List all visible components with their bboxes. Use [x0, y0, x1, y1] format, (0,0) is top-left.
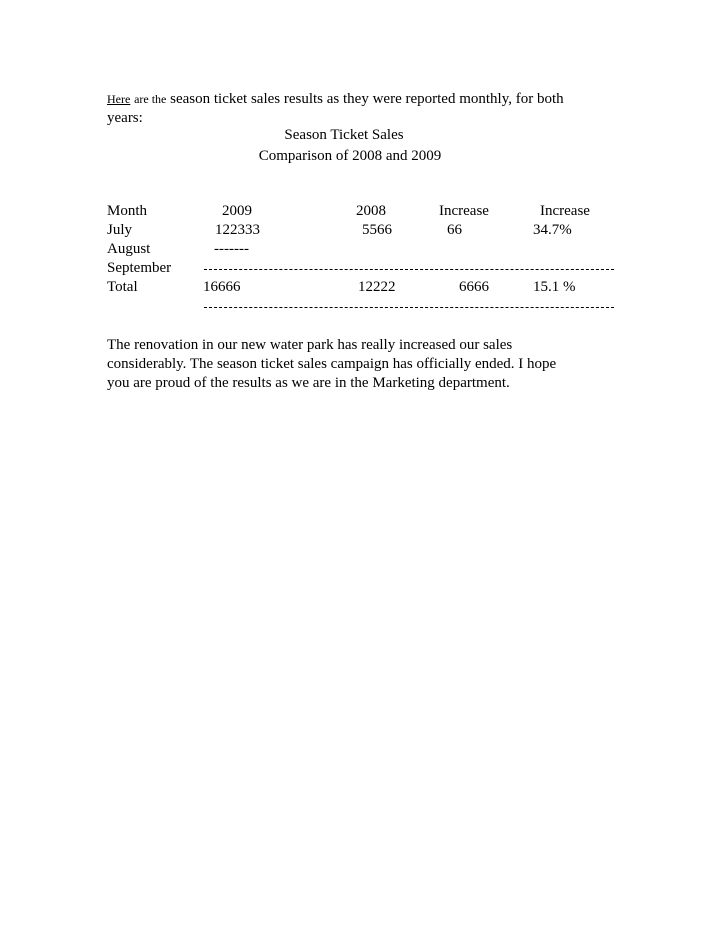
dashed-rule: [204, 269, 614, 270]
row-2008-value: 5566: [362, 222, 392, 238]
row-month: August: [107, 241, 151, 257]
closing-line: considerably. The season ticket sales campaign has officially ended. I hope: [107, 356, 557, 372]
total-increase-percent: 15.1 %: [533, 279, 576, 295]
row-month: July: [107, 222, 133, 238]
total-2009-value: 16666: [203, 279, 241, 295]
header-2009: 2009: [222, 203, 252, 219]
dashed-rule: [204, 307, 614, 308]
row-increase-value: 66: [447, 222, 462, 238]
intro-rest: season ticket sales results as they were reported monthly, for both: [170, 91, 564, 107]
intro-sentence: [107, 90, 564, 108]
header-increase: Increase: [439, 203, 489, 219]
header-increase-percent: Increase: [540, 203, 590, 219]
row-2009-value: 122333: [215, 222, 260, 238]
table-title: Season Ticket Sales: [284, 127, 404, 143]
total-increase-value: 6666: [459, 279, 489, 295]
intro-sentence-continued: years:: [107, 110, 143, 126]
row-2009-value: -------: [214, 241, 249, 257]
row-month: September: [107, 260, 172, 276]
intro-here: Here: [107, 92, 131, 106]
header-2008: 2008: [356, 203, 386, 219]
closing-line: you are proud of the results as we are in the Marketing department.: [107, 375, 510, 391]
closing-paragraph: [107, 336, 627, 393]
total-label: Total: [107, 279, 138, 295]
header-month: Month: [107, 203, 148, 219]
intro-are-the: are the: [134, 92, 167, 106]
row-increase-percent: 34.7%: [533, 222, 572, 238]
table-subtitle: Comparison of 2008 and 2009: [258, 148, 442, 164]
closing-line: The renovation in our new water park has really increased our sales: [107, 337, 513, 353]
total-2008-value: 12222: [358, 279, 396, 295]
